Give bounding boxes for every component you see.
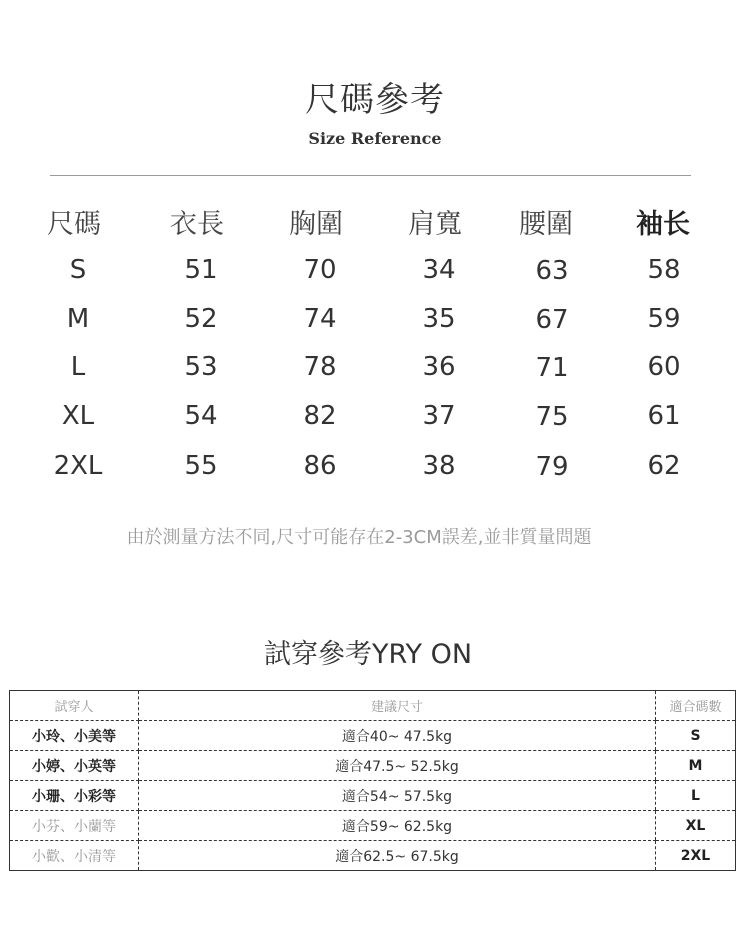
size-cell: L [656, 781, 736, 811]
person-cell: 小歡、小清等 [10, 841, 139, 871]
table-cell: L [70, 352, 86, 382]
header-length: 衣長 [170, 209, 224, 240]
recommend-cell: 適合62.5~ 67.5kg [335, 848, 459, 865]
header-fit-size: 適合碼數 [656, 691, 736, 721]
recommend-cell: 適合40~ 47.5kg [139, 721, 656, 751]
table-cell: M [66, 304, 90, 334]
table-cell: 70 [303, 255, 337, 285]
divider [50, 175, 691, 176]
recommend-cell: 適合47.5~ 52.5kg [139, 751, 656, 781]
table-cell: XL [61, 401, 95, 431]
table-cell: 78 [303, 352, 337, 382]
table-row [10, 811, 736, 841]
recommend-cell: 適合59~ 62.5kg [139, 811, 656, 841]
person-cell: 小珊、小彩等 [10, 781, 139, 811]
table-cell: 79 [535, 452, 569, 482]
table-cell: 82 [303, 401, 337, 431]
try-on-table [9, 690, 736, 871]
header-recommend: 建議尺寸 [139, 691, 656, 721]
table-cell: 75 [535, 402, 569, 432]
table-cell: 54 [184, 401, 218, 431]
person-cell: 小玲、小美等 [10, 721, 139, 751]
table-row [10, 751, 736, 781]
table-row [10, 721, 736, 751]
table-cell: 58 [647, 255, 681, 285]
table-header-row [10, 691, 736, 721]
measurement-note: 由於測量方法不同,尺寸可能存在2-3CM誤差,並非質量問題 [126, 527, 592, 548]
table-cell: 74 [303, 304, 337, 334]
table-cell: 51 [184, 255, 218, 285]
table-cell: 67 [535, 305, 569, 335]
table-cell: 71 [535, 353, 569, 383]
table-cell: 60 [647, 352, 681, 382]
header-size: 尺碼 [47, 209, 101, 240]
table-cell: S [69, 255, 87, 285]
table-cell: 62 [647, 451, 681, 481]
table-cell: 34 [422, 255, 456, 285]
header-chest: 胸圍 [289, 209, 343, 240]
table-cell: 38 [422, 451, 456, 481]
size-cell: 2XL [656, 841, 736, 871]
table-cell: 55 [184, 451, 218, 481]
try-on-title: 試穿參考YRY ON [263, 639, 473, 670]
table-cell: 35 [422, 304, 456, 334]
person-cell: 小婷、小英等 [10, 751, 139, 781]
size-cell: S [656, 721, 736, 751]
size-cell: XL [656, 811, 736, 841]
header-sleeve: 袖长 [636, 209, 690, 240]
table-row [10, 781, 736, 811]
page-subtitle: Size Reference [308, 129, 442, 148]
table-cell: 37 [422, 401, 456, 431]
table-cell: 36 [422, 352, 456, 382]
table-cell: 61 [647, 401, 681, 431]
page-title: 尺碼參考 [305, 80, 445, 120]
person-cell: 小芬、小蘭等 [10, 811, 139, 841]
recommend-cell: 適合54~ 57.5kg [139, 781, 656, 811]
table-cell: 53 [184, 352, 218, 382]
table-row [10, 841, 736, 871]
table-cell: 59 [647, 304, 681, 334]
table-cell: 86 [303, 451, 337, 481]
header-person: 試穿人 [10, 691, 139, 721]
header-waist: 腰圍 [519, 209, 573, 240]
header-shoulder: 肩寬 [408, 209, 462, 240]
table-cell: 63 [535, 256, 569, 286]
size-cell: M [656, 751, 736, 781]
table-cell: 2XL [53, 451, 103, 481]
table-cell: 52 [184, 304, 218, 334]
